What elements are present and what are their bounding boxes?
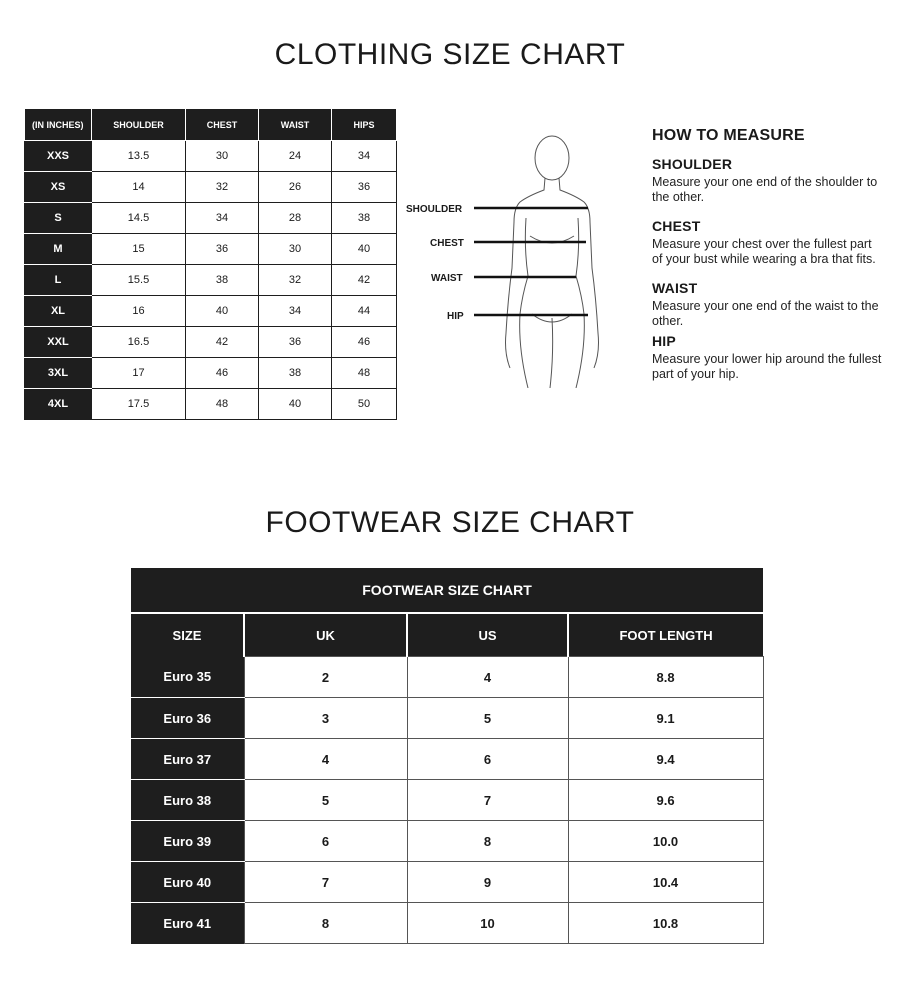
uk-cell: 7 — [244, 862, 407, 903]
uk-cell: 2 — [244, 657, 407, 698]
footwear-size-chart-title: FOOTWEAR SIZE CHART — [265, 506, 635, 539]
uk-cell: 6 — [244, 821, 407, 862]
size-cell: Euro 36 — [131, 698, 244, 739]
size-cell: 4XL — [25, 389, 92, 420]
footwear-table-container — [131, 568, 763, 944]
size-cell: Euro 38 — [131, 780, 244, 821]
figure-label-hip: HIP — [447, 311, 464, 322]
foot-length-cell: 9.6 — [568, 780, 763, 821]
waist-cell: 38 — [259, 358, 332, 389]
table-row — [131, 698, 763, 739]
shoulder-cell: 17 — [92, 358, 186, 389]
us-cell: 10 — [407, 903, 568, 944]
hips-cell: 34 — [332, 141, 397, 172]
waist-cell: 34 — [259, 296, 332, 327]
size-cell: Euro 37 — [131, 739, 244, 780]
table-row — [131, 821, 763, 862]
chest-cell: 32 — [186, 172, 259, 203]
footwear-table-caption: FOOTWEAR SIZE CHART — [131, 568, 763, 613]
size-cell: XXS — [25, 141, 92, 172]
table-row — [25, 141, 397, 172]
us-cell: 9 — [407, 862, 568, 903]
waist-cell: 28 — [259, 203, 332, 234]
size-cell: M — [25, 234, 92, 265]
shoulder-cell: 13.5 — [92, 141, 186, 172]
table-row — [25, 327, 397, 358]
uk-cell: 4 — [244, 739, 407, 780]
foot-length-cell: 10.0 — [568, 821, 763, 862]
measure-waist-block — [652, 280, 882, 329]
how-to-measure-panel — [652, 127, 882, 382]
shoulder-cell: 14.5 — [92, 203, 186, 234]
table-row — [25, 265, 397, 296]
us-cell: 7 — [407, 780, 568, 821]
size-cell: S — [25, 203, 92, 234]
hips-cell: 46 — [332, 327, 397, 358]
shoulder-cell: 17.5 — [92, 389, 186, 420]
hips-cell: 42 — [332, 265, 397, 296]
waist-cell: 26 — [259, 172, 332, 203]
waist-cell: 32 — [259, 265, 332, 296]
table-row — [25, 296, 397, 327]
size-cell: L — [25, 265, 92, 296]
measure-waist-text: Measure your one end of the waist to the other. — [652, 299, 879, 328]
body-measurement-figure — [400, 118, 640, 388]
table-row — [25, 203, 397, 234]
shoulder-cell: 14 — [92, 172, 186, 203]
hips-cell: 44 — [332, 296, 397, 327]
measure-chest-text: Measure your chest over the fullest part of your bust while wearing a bra that fits. — [652, 237, 876, 266]
chest-cell: 30 — [186, 141, 259, 172]
footwear-size-table — [131, 568, 764, 944]
measure-waist-title: WAIST — [652, 280, 698, 296]
waist-cell: 40 — [259, 389, 332, 420]
waist-cell: 30 — [259, 234, 332, 265]
chest-measure-line — [430, 238, 586, 249]
us-cell: 5 — [407, 698, 568, 739]
measure-chest-title: CHEST — [652, 218, 701, 234]
header-shoulder: SHOULDER — [92, 109, 186, 141]
shoulder-cell: 16.5 — [92, 327, 186, 358]
figure-label-waist: WAIST — [431, 273, 463, 284]
chest-cell: 40 — [186, 296, 259, 327]
us-cell: 8 — [407, 821, 568, 862]
shoulder-cell: 15 — [92, 234, 186, 265]
measure-shoulder-block — [652, 156, 882, 205]
chest-cell: 34 — [186, 203, 259, 234]
hips-cell: 50 — [332, 389, 397, 420]
figure-label-shoulder: SHOULDER — [406, 204, 463, 215]
clothing-size-chart-title: CLOTHING SIZE CHART — [274, 38, 626, 71]
hip-measure-line — [447, 311, 588, 322]
figure-label-chest: CHEST — [430, 238, 464, 249]
measure-hip-text: Measure your lower hip around the fullest part of your hip. — [652, 352, 882, 381]
uk-cell: 5 — [244, 780, 407, 821]
header-hips: HIPS — [332, 109, 397, 141]
table-row — [131, 657, 763, 698]
measure-chest-block — [652, 218, 882, 267]
header-in-inches: (IN INCHES) — [25, 109, 92, 141]
size-cell: Euro 41 — [131, 903, 244, 944]
measure-shoulder-text: Measure your one end of the shoulder to the other. — [652, 175, 878, 204]
shoulder-cell: 16 — [92, 296, 186, 327]
chest-cell: 48 — [186, 389, 259, 420]
size-cell: XS — [25, 172, 92, 203]
foot-length-cell: 8.8 — [568, 657, 763, 698]
header-chest: CHEST — [186, 109, 259, 141]
clothing-header-row — [25, 109, 397, 141]
how-to-measure-heading: HOW TO MEASURE — [652, 127, 805, 144]
shoulder-measure-line — [406, 204, 588, 215]
clothing-size-table — [24, 109, 397, 420]
size-cell: Euro 40 — [131, 862, 244, 903]
us-cell: 6 — [407, 739, 568, 780]
table-row — [25, 389, 397, 420]
table-row — [25, 358, 397, 389]
table-row — [131, 862, 763, 903]
measure-shoulder-title: SHOULDER — [652, 156, 733, 172]
size-cell: XL — [25, 296, 92, 327]
header-uk: UK — [244, 613, 407, 657]
foot-length-cell: 10.8 — [568, 903, 763, 944]
measure-hip-block — [652, 333, 882, 382]
chest-cell: 38 — [186, 265, 259, 296]
waist-cell: 36 — [259, 327, 332, 358]
foot-length-cell: 9.1 — [568, 698, 763, 739]
table-row — [131, 739, 763, 780]
chest-cell: 36 — [186, 234, 259, 265]
measure-hip-title: HIP — [652, 333, 676, 349]
shoulder-cell: 15.5 — [92, 265, 186, 296]
hips-cell: 36 — [332, 172, 397, 203]
uk-cell: 3 — [244, 698, 407, 739]
footwear-table-body — [131, 657, 763, 944]
hips-cell: 48 — [332, 358, 397, 389]
size-cell: Euro 39 — [131, 821, 244, 862]
header-foot-length: FOOT LENGTH — [568, 613, 763, 657]
chest-cell: 42 — [186, 327, 259, 358]
table-row — [131, 903, 763, 944]
footwear-caption-row — [131, 568, 763, 613]
uk-cell: 8 — [244, 903, 407, 944]
foot-length-cell: 10.4 — [568, 862, 763, 903]
table-row — [25, 234, 397, 265]
size-cell: Euro 35 — [131, 657, 244, 698]
chest-cell: 46 — [186, 358, 259, 389]
header-us: US — [407, 613, 568, 657]
us-cell: 4 — [407, 657, 568, 698]
header-size: SIZE — [131, 613, 244, 657]
waist-cell: 24 — [259, 141, 332, 172]
hips-cell: 38 — [332, 203, 397, 234]
foot-length-cell: 9.4 — [568, 739, 763, 780]
female-body-outline-icon — [506, 136, 599, 388]
size-cell: 3XL — [25, 358, 92, 389]
table-row — [25, 172, 397, 203]
header-waist: WAIST — [259, 109, 332, 141]
footwear-header-row — [131, 613, 763, 657]
table-row — [131, 780, 763, 821]
hips-cell: 40 — [332, 234, 397, 265]
size-cell: XXL — [25, 327, 92, 358]
waist-measure-line — [431, 273, 576, 284]
clothing-table-body — [25, 141, 397, 420]
